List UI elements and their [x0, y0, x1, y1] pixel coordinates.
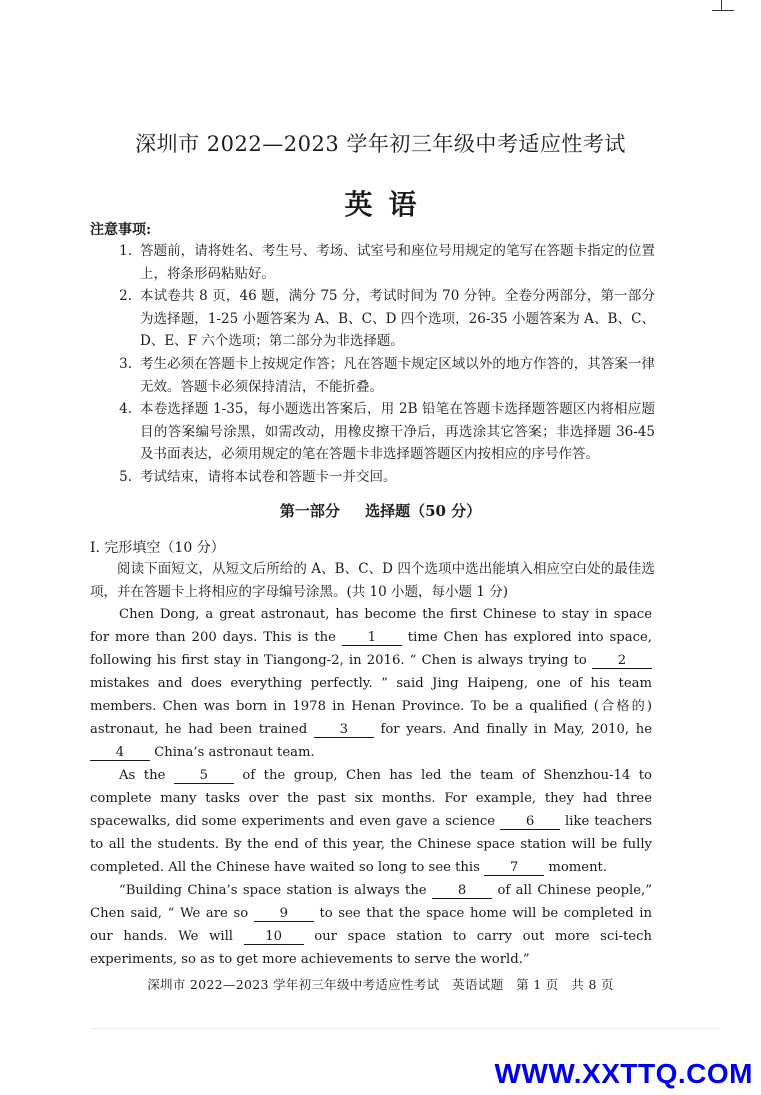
blank-2: 2 — [592, 653, 652, 669]
passage-text: As the — [119, 768, 166, 783]
passage-paragraph-3 — [90, 879, 652, 971]
passage-text: of the group, Chen has led the team of Shenzhou-14 to complete many tasks over the past six months. For example, they had three spacewalks, did some experiments and even gave a science — [90, 768, 652, 829]
passage-text: time Chen has explored into space, following his first stay in Tiangong-2, in 2016. “ Chen is always trying to — [90, 630, 652, 668]
section-heading-cloze: I. 完形填空（10 分） — [90, 540, 225, 556]
notice-heading: 注意事项: — [90, 222, 152, 238]
passage-text: to see that the space home will be completed in our hands. We will — [90, 906, 652, 944]
passage-paragraph-1 — [90, 603, 652, 764]
part-name: 选择题（50 分） — [365, 502, 482, 520]
notice-number: 3. — [119, 355, 132, 372]
notice-text: 答题前，请将姓名、考生号、考场、试室号和座位号用规定的笔写在答题卡指定的位置上，将条形码粘贴好。 — [140, 243, 655, 282]
notice-number: 4. — [119, 401, 132, 418]
subject-title: 英语 — [344, 188, 433, 221]
passage-text: China’s astronaut team. — [154, 745, 315, 760]
notice-list — [90, 240, 655, 489]
passage-paragraph-2 — [90, 764, 652, 879]
blank-7: 7 — [484, 860, 544, 876]
blank-9: 9 — [254, 906, 314, 922]
notice-item — [90, 398, 655, 466]
passage-text: for years. And finally in May, 2010, he — [380, 722, 652, 737]
site-watermark: WWW.XXTTQ.COM — [494, 1058, 753, 1089]
notice-number: 2. — [119, 288, 132, 305]
notice-text: 考试结束，请将本试卷和答题卡一并交回。 — [140, 468, 397, 485]
blank-1: 1 — [342, 630, 402, 646]
cloze-directions: 阅读下面短文，从短文后所给的 A、B、C、D 四个选项中选出能填入相应空白处的最佳选项，并在答题卡上将相应的字母编号涂黑。(共 10 小题，每小题 1 分) — [90, 561, 655, 600]
part-one-heading — [0, 500, 761, 521]
passage-text: Chen Dong, a great astronaut, has become the first Chinese to stay in space for more than 200 days. This is the — [90, 607, 652, 645]
notice-number: 1. — [119, 243, 132, 259]
notice-number: 5. — [119, 468, 132, 485]
notice-text: 本试卷共 8 页，46 题，满分 75 分，考试时间为 70 分钟。全卷分两部分，第一部分为选择题，1-25 小题答案为 A、B、C、D 四个选项，26-35 小题答案为 A、B、C、D、E、F 六个选项；第二部分为非选择题。 — [140, 288, 655, 350]
corner-crop-mark — [712, 0, 734, 11]
footer-divider — [90, 1028, 720, 1029]
blank-6: 6 — [500, 814, 560, 830]
passage-text: mistakes and does everything perfectly. ” said Jing Haipeng, one of his team members. Chen was born in 1978 in Henan Province. To be a qualified (合格的) astronaut, he had been trained — [90, 676, 652, 737]
passage-text: our space station to carry out more sci-tech experiments, so as to get more achievements to serve the world.” — [90, 929, 652, 967]
cloze-passage — [90, 603, 652, 971]
passage-text: of all Chinese people,” Chen said, “ We are so — [90, 883, 652, 921]
blank-3: 3 — [314, 722, 374, 738]
blank-8: 8 — [432, 883, 492, 899]
notice-text: 考生必须在答题卡上按规定作答；凡在答题卡规定区域以外的地方作答的，其答案一律无效。答题卡必须保持清洁，不能折叠。 — [140, 355, 655, 395]
blank-10: 10 — [244, 929, 304, 945]
page-footer: 深圳市 2022—2023 学年初三年级中考适应性考试 英语试题 第 1 页 共 8 页 — [147, 977, 614, 992]
blank-4: 4 — [90, 745, 150, 761]
notice-item — [90, 285, 655, 353]
part-label: 第一部分 — [279, 502, 340, 520]
blank-5: 5 — [174, 768, 234, 784]
passage-text: like teachers to all the students. By the end of this year, the Chinese space station will be fully completed. All the Chinese have waited so long to see this — [90, 814, 652, 875]
passage-text: moment. — [548, 860, 608, 875]
notice-item — [90, 240, 655, 285]
exam-title: 深圳市 2022—2023 学年初三年级中考适应性考试 — [135, 132, 626, 156]
passage-text: “Building China’s space station is always the — [119, 883, 427, 898]
notice-text: 本卷选择题 1-35，每小题选出答案后，用 2B 铅笔在答题卡选择题答题区内将相应题目的答案编号涂黑，如需改动，用橡皮擦干净后，再选涂其它答案；非选择题 36-45 及书面表达，必须用规定的笔在答题卡非选择题答题区内按相应的序号作答。 — [140, 401, 655, 463]
notice-item — [90, 353, 655, 398]
notice-item — [90, 466, 655, 489]
